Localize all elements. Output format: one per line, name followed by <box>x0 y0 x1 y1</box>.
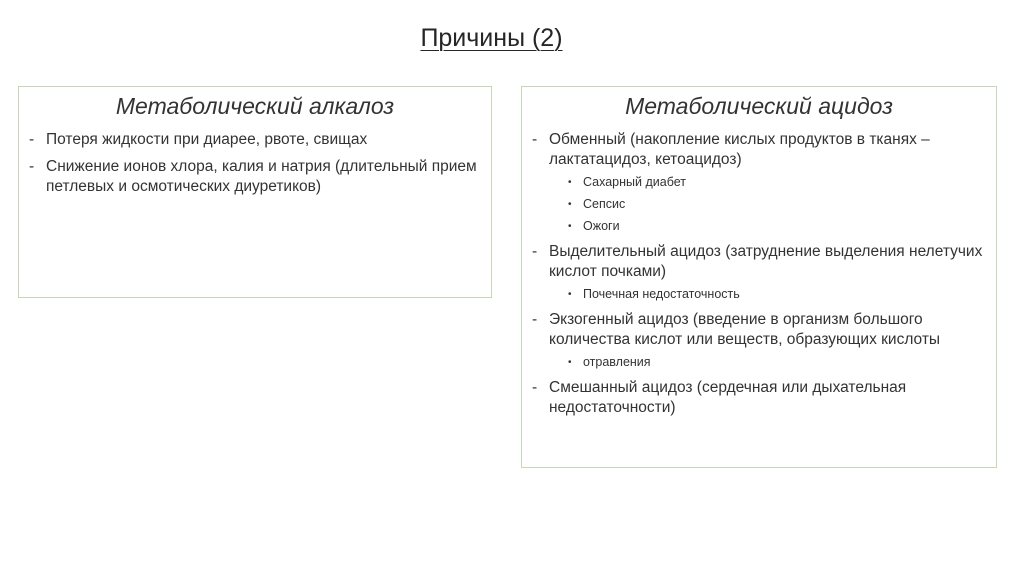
alkalosis-cause-list <box>19 130 491 197</box>
acidosis-cause-item <box>532 130 986 235</box>
acidosis-panel <box>521 86 997 468</box>
acidosis-cause-text: Выделительный ацидоз (затруднение выделения нелетучих кислот почками) <box>549 243 983 280</box>
alkalosis-cause-item <box>29 130 481 150</box>
bullet-marker: • <box>568 199 572 210</box>
acidosis-subcause-list <box>549 286 986 303</box>
bullet-marker: • <box>568 289 572 300</box>
bullet-marker: • <box>568 357 572 368</box>
dash-marker: - <box>29 158 35 175</box>
bullet-marker: • <box>568 177 572 188</box>
bullet-marker: • <box>568 221 572 232</box>
alkalosis-cause-text: Потеря жидкости при диарее, рвоте, свищах <box>46 131 368 148</box>
acidosis-cause-item <box>532 242 986 303</box>
acidosis-cause-text: Обменный (накопление кислых продуктов в тканях – лактатацидоз, кетоацидоз) <box>549 131 930 168</box>
dash-marker: - <box>532 311 538 328</box>
acidosis-subcause-item <box>549 196 986 213</box>
dash-marker: - <box>532 379 538 396</box>
acidosis-subcause-text: Сепсис <box>583 197 626 211</box>
alkalosis-cause-item <box>29 157 481 197</box>
dash-marker: - <box>532 131 538 148</box>
acidosis-subcause-text: Сахарный диабет <box>583 175 686 189</box>
alkalosis-panel <box>18 86 492 298</box>
acidosis-subcause-text: отравления <box>583 355 651 369</box>
alkalosis-heading: Метаболический алкалоз <box>115 93 395 119</box>
acidosis-subcause-list <box>549 174 986 235</box>
acidosis-subcause-item <box>549 286 986 303</box>
acidosis-cause-text: Смешанный ацидоз (сердечная или дыхательная недостаточности) <box>549 379 907 416</box>
acidosis-subcause-item <box>549 174 986 191</box>
slide-title: Причины (2) <box>420 24 563 52</box>
acidosis-subcause-item <box>549 218 986 235</box>
acidosis-subcause-text: Почечная недостаточность <box>583 287 740 301</box>
acidosis-subcause-list <box>549 354 986 371</box>
acidosis-heading: Метаболический ацидоз <box>625 93 893 119</box>
acidosis-subcause-item <box>549 354 986 371</box>
acidosis-cause-text: Экзогенный ацидоз (введение в организм большого количества кислот или веществ, образующих кислоты <box>549 311 941 348</box>
alkalosis-cause-text: Снижение ионов хлора, калия и натрия (длительный прием петлевых и осмотических диуретиков) <box>46 158 477 195</box>
acidosis-cause-item <box>532 378 986 418</box>
dash-marker: - <box>29 131 35 148</box>
acidosis-subcause-text: Ожоги <box>583 219 620 233</box>
dash-marker: - <box>532 243 538 260</box>
acidosis-cause-list <box>522 130 996 418</box>
acidosis-cause-item <box>532 310 986 371</box>
